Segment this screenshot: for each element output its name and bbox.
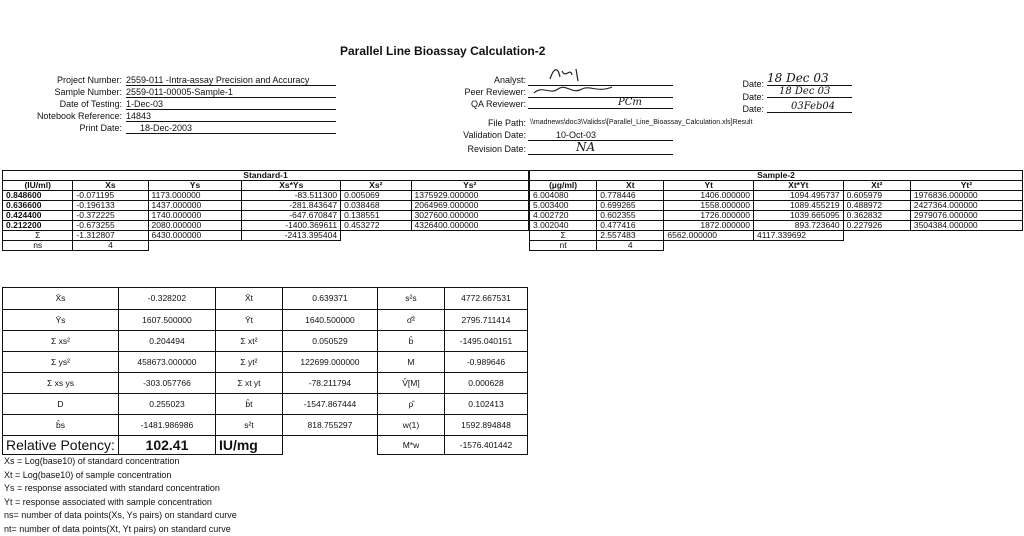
stat-value: 122699.000000 bbox=[282, 352, 377, 373]
stat-value: -303.057766 bbox=[118, 373, 215, 394]
stat-label: Ȳs bbox=[3, 310, 119, 331]
cell: 6562.000000 bbox=[664, 231, 754, 241]
stats-row bbox=[3, 415, 528, 436]
cell: 6430.000000 bbox=[148, 231, 242, 241]
validation-date-label: Validation Date: bbox=[420, 130, 526, 140]
note: Ys = response associated with standard concentration bbox=[4, 482, 237, 496]
cell: 4 bbox=[73, 241, 148, 251]
cell: 1375929.000000 bbox=[411, 191, 529, 201]
cell: -281.843647 bbox=[242, 201, 341, 211]
cell: 0.005069 bbox=[341, 191, 411, 201]
cell: 4117.339692 bbox=[754, 231, 844, 241]
cell: -2413.395404 bbox=[242, 231, 341, 241]
std-header: (IU/ml) bbox=[3, 181, 73, 191]
relative-potency-value: 102.41 bbox=[118, 436, 215, 455]
cell: 3504384.000000 bbox=[910, 221, 1022, 231]
stat-value: -1481.986986 bbox=[118, 415, 215, 436]
stat-value: 0.255023 bbox=[118, 394, 215, 415]
cell: 0.778446 bbox=[597, 191, 664, 201]
notebook-label: Notebook Reference: bbox=[20, 111, 122, 121]
standard-title: Standard-1 bbox=[3, 171, 529, 181]
stat-label: b̂s bbox=[3, 415, 119, 436]
potency-row bbox=[3, 436, 528, 455]
validation-date-value: 10-Oct-03 bbox=[528, 130, 673, 141]
relative-potency-unit: IU/mg bbox=[215, 436, 282, 455]
stat-label: X̄t bbox=[215, 288, 282, 310]
cell: 0.227926 bbox=[843, 221, 910, 231]
cell: 1976836.000000 bbox=[910, 191, 1022, 201]
note: nt= number of data points(Xt, Yt pairs) on standard curve bbox=[4, 523, 237, 536]
testing-date-value: 1-Dec-03 bbox=[126, 99, 336, 110]
cell: 4.002720 bbox=[530, 211, 597, 221]
std-header: Xs² bbox=[341, 181, 411, 191]
stat-value: 1607.500000 bbox=[118, 310, 215, 331]
revision-date-label: Revision Date: bbox=[420, 144, 526, 154]
cell: 893.723640 bbox=[754, 221, 844, 231]
stat-value: -78.211794 bbox=[282, 373, 377, 394]
std-header: Xs bbox=[73, 181, 148, 191]
smp-header: Xt*Yt bbox=[754, 181, 844, 191]
print-date-label: Print Date: bbox=[20, 123, 122, 133]
cell: -647.670847 bbox=[242, 211, 341, 221]
project-number-value: 2559-011 -Intra-assay Precision and Accuracy bbox=[126, 75, 336, 86]
stats-row bbox=[3, 394, 528, 415]
cell: -0.071195 bbox=[73, 191, 148, 201]
smp-header: Xt² bbox=[843, 181, 910, 191]
stat-label: σ̂² bbox=[377, 310, 444, 331]
stat-label: b̂ bbox=[377, 331, 444, 352]
sample-table bbox=[529, 170, 1023, 251]
stat-value: 0.102413 bbox=[444, 394, 527, 415]
table-row bbox=[530, 201, 1023, 211]
table-row bbox=[530, 221, 1023, 231]
stats-row bbox=[3, 331, 528, 352]
stat-label: s²t bbox=[215, 415, 282, 436]
qa-reviewer-signature: PCm bbox=[528, 97, 673, 109]
smp-header: Yt² bbox=[910, 181, 1022, 191]
date-label-1: Date: bbox=[712, 79, 764, 89]
cell: 2064969.000000 bbox=[411, 201, 529, 211]
stat-value: 2795.711414 bbox=[444, 310, 527, 331]
cell: -0.673255 bbox=[73, 221, 148, 231]
mw-label: M*w bbox=[377, 436, 444, 455]
stat-label: Ȳt bbox=[215, 310, 282, 331]
cell: -1.312807 bbox=[73, 231, 148, 241]
stat-label: Σ ys² bbox=[3, 352, 119, 373]
sum-label: Σ bbox=[530, 231, 597, 241]
cell: -1400.369611 bbox=[242, 221, 341, 231]
stat-value: 1640.500000 bbox=[282, 310, 377, 331]
cell: 1558.000000 bbox=[664, 201, 754, 211]
file-path-label: File Path: bbox=[420, 118, 526, 128]
qa-reviewer-label: QA Reviewer: bbox=[420, 99, 526, 109]
cell: 1039.665095 bbox=[754, 211, 844, 221]
cell: -83.511300 bbox=[242, 191, 341, 201]
date-label-2: Date: bbox=[712, 92, 764, 102]
stat-label: Σ yt² bbox=[215, 352, 282, 373]
cell: 0.138551 bbox=[341, 211, 411, 221]
sum-row bbox=[3, 231, 529, 241]
page-title: Parallel Line Bioassay Calculation-2 bbox=[340, 44, 545, 58]
cell: 1406.000000 bbox=[664, 191, 754, 201]
print-date-value: 18-Dec-2003 bbox=[126, 123, 336, 134]
analyst-signature-mark bbox=[548, 65, 588, 83]
smp-header: Xt bbox=[597, 181, 664, 191]
date-value-3: 03Feb04 bbox=[767, 101, 852, 113]
stats-row bbox=[3, 288, 528, 310]
standard-table bbox=[2, 170, 529, 251]
stat-value: 0.000628 bbox=[444, 373, 527, 394]
file-path-value: \\madnews\doc3\Validss\[Parallel_Line_Bioassay_Calculation.xls]Result bbox=[530, 119, 752, 126]
cell: 2080.000000 bbox=[148, 221, 242, 231]
n-label: nt bbox=[530, 241, 597, 251]
stat-value: 1592.894848 bbox=[444, 415, 527, 436]
project-number-label: Project Number: bbox=[20, 75, 122, 85]
stat-value: 0.204494 bbox=[118, 331, 215, 352]
stat-label: M bbox=[377, 352, 444, 373]
notes-block bbox=[4, 455, 237, 536]
sum-label: Σ bbox=[3, 231, 73, 241]
sample-number-label: Sample Number: bbox=[20, 87, 122, 97]
mw-value: -1576.401442 bbox=[444, 436, 527, 455]
stat-label: ρ̂ bbox=[377, 394, 444, 415]
cell: 1173.000000 bbox=[148, 191, 242, 201]
stats-row bbox=[3, 373, 528, 394]
cell: 0.477416 bbox=[597, 221, 664, 231]
testing-date-label: Date of Testing: bbox=[20, 99, 122, 109]
cell: 0.362832 bbox=[843, 211, 910, 221]
cell: 1872.000000 bbox=[664, 221, 754, 231]
stat-label: Σ xs ys bbox=[3, 373, 119, 394]
stat-label: Σ xs² bbox=[3, 331, 119, 352]
stat-label: Σ xt² bbox=[215, 331, 282, 352]
stat-label: Σ xt yt bbox=[215, 373, 282, 394]
stat-label: s²s bbox=[377, 288, 444, 310]
note: Yt = response associated with sample concentration bbox=[4, 496, 237, 510]
cell: 5.003400 bbox=[530, 201, 597, 211]
cell: 0.636600 bbox=[3, 201, 73, 211]
table-row bbox=[3, 191, 529, 201]
analyst-label: Analyst: bbox=[420, 75, 526, 85]
note: ns= number of data points(Xs, Ys pairs) on standard curve bbox=[4, 509, 237, 523]
cell: 0.212200 bbox=[3, 221, 73, 231]
peer-signature-mark bbox=[532, 83, 622, 97]
note: Xs = Log(base10) of standard concentration bbox=[4, 455, 237, 469]
smp-header: Yt bbox=[664, 181, 754, 191]
relative-potency-label: Relative Potency: bbox=[3, 436, 119, 455]
cell: 0.602355 bbox=[597, 211, 664, 221]
stat-label: X̄s bbox=[3, 288, 119, 310]
std-header: Ys² bbox=[411, 181, 529, 191]
table-row bbox=[530, 211, 1023, 221]
stat-value: 458673.000000 bbox=[118, 352, 215, 373]
cell: 0.038468 bbox=[341, 201, 411, 211]
cell: 3027600.000000 bbox=[411, 211, 529, 221]
cell: 3.002040 bbox=[530, 221, 597, 231]
table-row bbox=[3, 211, 529, 221]
stat-value: -0.328202 bbox=[118, 288, 215, 310]
stat-value: 4772.667531 bbox=[444, 288, 527, 310]
table-row bbox=[3, 221, 529, 231]
date-label-3: Date: bbox=[712, 104, 764, 114]
cell: 6.004080 bbox=[530, 191, 597, 201]
sample-title: Sample-2 bbox=[530, 171, 1023, 181]
stat-value: 818.755297 bbox=[282, 415, 377, 436]
cell: 2.557483 bbox=[597, 231, 664, 241]
stat-value: 0.639371 bbox=[282, 288, 377, 310]
cell: 0.605979 bbox=[843, 191, 910, 201]
cell: 2427364.000000 bbox=[910, 201, 1022, 211]
n-row bbox=[530, 241, 1023, 251]
stat-label: w(1) bbox=[377, 415, 444, 436]
note: Xt = Log(base10) of sample concentration bbox=[4, 469, 237, 483]
peer-reviewer-label: Peer Reviewer: bbox=[420, 87, 526, 97]
stat-value: 0.050529 bbox=[282, 331, 377, 352]
n-label: ns bbox=[3, 241, 73, 251]
cell: -0.372225 bbox=[73, 211, 148, 221]
cell: 0.424400 bbox=[3, 211, 73, 221]
std-header: Xs*Ys bbox=[242, 181, 341, 191]
cell: -0.196133 bbox=[73, 201, 148, 211]
cell: 0.848600 bbox=[3, 191, 73, 201]
std-header: Ys bbox=[148, 181, 242, 191]
sum-row bbox=[530, 231, 1023, 241]
stats-row bbox=[3, 310, 528, 331]
sample-number-value: 2559-011-00005-Sample-1 bbox=[126, 87, 336, 98]
cell: 0.488972 bbox=[843, 201, 910, 211]
cell: 1437.000000 bbox=[148, 201, 242, 211]
notebook-value: 14843 bbox=[126, 111, 336, 122]
stat-value: -1547.867444 bbox=[282, 394, 377, 415]
cell: 2979076.000000 bbox=[910, 211, 1022, 221]
n-row bbox=[3, 241, 529, 251]
smp-header: (µg/ml) bbox=[530, 181, 597, 191]
stat-label: V̂[M] bbox=[377, 373, 444, 394]
revision-date-value: NA bbox=[528, 140, 673, 155]
cell: 1726.000000 bbox=[664, 211, 754, 221]
cell: 1089.455219 bbox=[754, 201, 844, 211]
date-value-1: 18 Dec 03 bbox=[767, 71, 852, 86]
stats-table bbox=[2, 287, 528, 455]
stat-value: -1495.040151 bbox=[444, 331, 527, 352]
table-row bbox=[3, 201, 529, 211]
cell: 0.699265 bbox=[597, 201, 664, 211]
stat-value: -0.989646 bbox=[444, 352, 527, 373]
stat-label: b̂t bbox=[215, 394, 282, 415]
date-value-2: 18 Dec 03 bbox=[767, 86, 852, 98]
cell: 1094.495737 bbox=[754, 191, 844, 201]
cell: 0.453272 bbox=[341, 221, 411, 231]
table-row bbox=[530, 191, 1023, 201]
cell: 1740.000000 bbox=[148, 211, 242, 221]
cell: 4326400.000000 bbox=[411, 221, 529, 231]
stats-row bbox=[3, 352, 528, 373]
stat-label: D bbox=[3, 394, 119, 415]
cell: 4 bbox=[597, 241, 664, 251]
